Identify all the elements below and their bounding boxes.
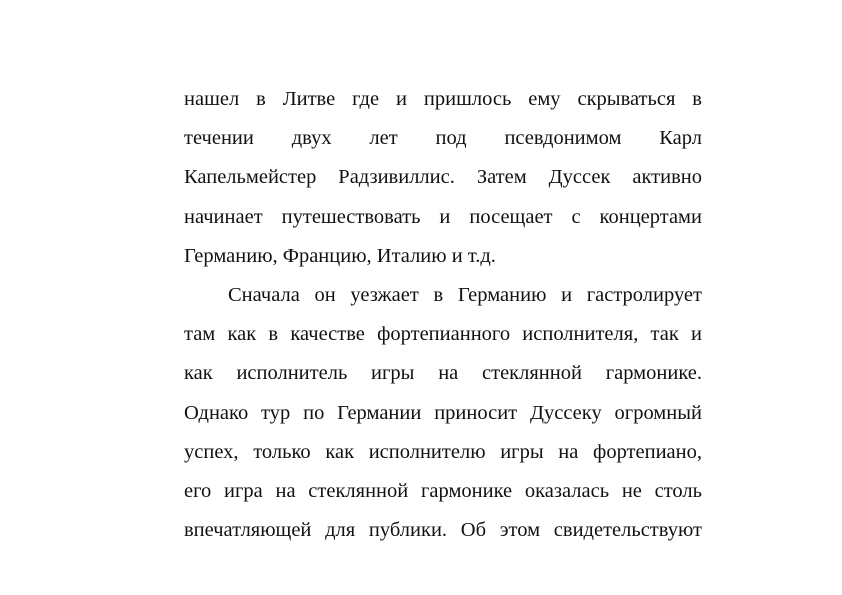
text-line-11: его игра на стеклянной гармонике оказалась не столь [184,479,702,502]
text-line-9: Однако тур по Германии приносит Дуссеку огромный [184,401,702,424]
text-line-2: течении двух лет под псевдонимом Карл [184,127,702,150]
text-line-12: впечатляющей для публики. Об этом свидетельствуют [184,519,702,542]
text-line-8: как исполнитель игры на стеклянной гармонике. [184,362,702,385]
text-line-10: успех, только как исполнителю игры на фортепиано, [184,440,702,463]
text-line-1: нашел в Литве где и пришлось ему скрываться в [184,88,702,110]
text-line-6: Сначала он уезжает в Германию и гастролирует [228,283,702,306]
text-line-4: начинает путешествовать и посещает с концертами [184,205,702,228]
body-text [184,80,702,550]
text-line-7: там как в качестве фортепианного исполнителя, так и [184,323,702,346]
text-line-5: Германию, Францию, Италию и т.д. [184,244,496,267]
text-line-3: Капельмейстер Радзивиллис. Затем Дуссек активно [184,166,702,189]
